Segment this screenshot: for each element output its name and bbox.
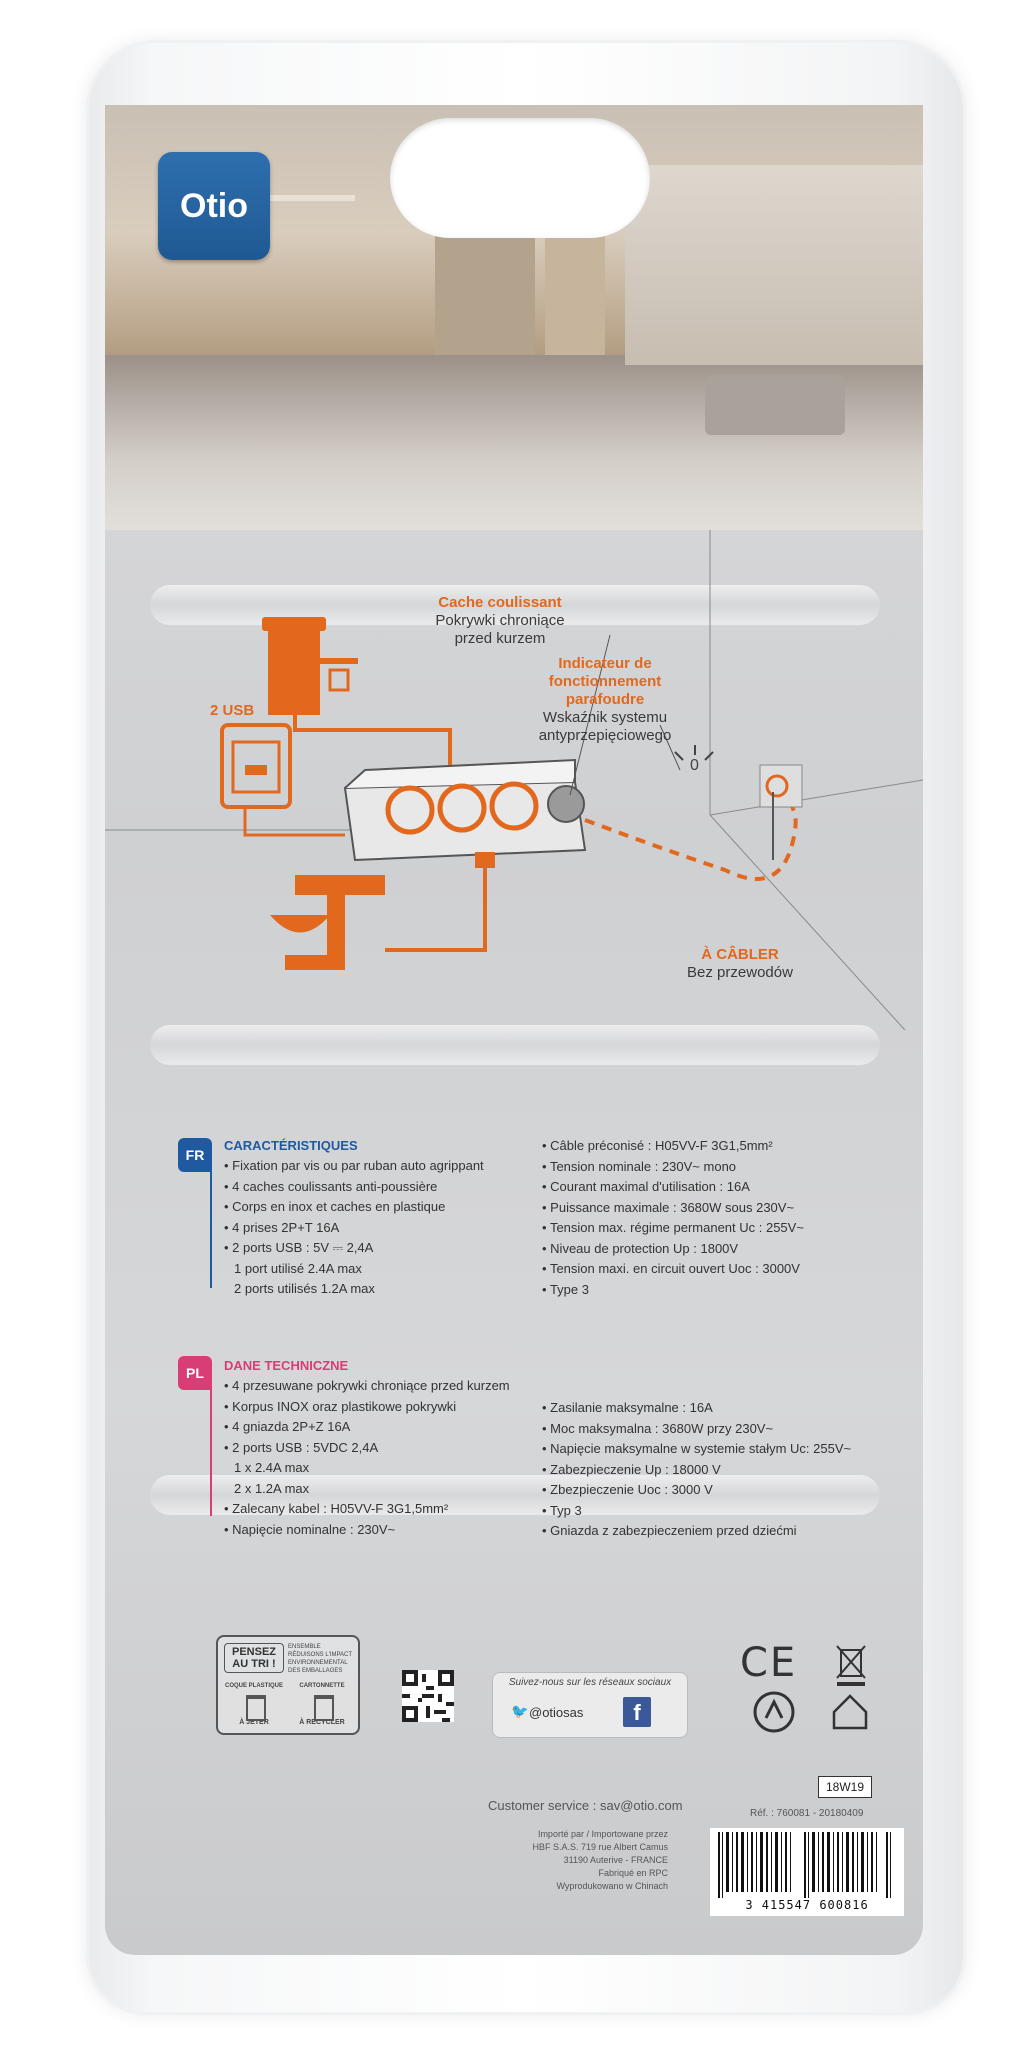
tablet-icon xyxy=(222,725,345,835)
slider-cover-subtitle: Pokrywki chroniące xyxy=(435,612,565,629)
fr-spec-list-left xyxy=(224,1156,484,1300)
list-item: • Tension nominale : 230V~ mono xyxy=(542,1157,804,1178)
wall-socket-icon xyxy=(760,765,802,860)
batch-code: 18W19 xyxy=(818,1776,872,1798)
list-item: • Napięcie nominalne : 230V~ xyxy=(224,1520,510,1541)
recycling-title xyxy=(224,1643,284,1673)
importer-info xyxy=(480,1828,668,1893)
list-item: • Zabezpieczenie Up : 18000 V xyxy=(542,1460,851,1481)
facebook-icon[interactable]: f xyxy=(623,1697,651,1727)
list-item: • Zasilanie maksymalne : 16A xyxy=(542,1398,851,1419)
indicator-light-icon xyxy=(675,745,713,774)
list-item: • Typ 3 xyxy=(542,1501,851,1522)
list-item: • Puissance maximale : 3680W sous 230V~ xyxy=(542,1198,804,1219)
fr-divider xyxy=(210,1158,212,1288)
list-item: • Moc maksymalna : 3680W przy 230V~ xyxy=(542,1419,851,1440)
barcode-bars xyxy=(710,1828,904,1898)
cardboard-action: À RECYCLER xyxy=(299,1719,345,1726)
qr-code xyxy=(402,1670,454,1722)
indicator-title: Indicateur de xyxy=(558,655,652,672)
fr-badge xyxy=(178,1138,212,1172)
wiring-label xyxy=(665,946,815,982)
pl-badge-text: PL xyxy=(186,1365,204,1381)
pl-divider xyxy=(210,1376,212,1516)
social-media-box xyxy=(492,1672,688,1738)
importer-line: Importé par / Importowane przez xyxy=(537,1829,668,1839)
list-item: • 4 caches coulissants anti-poussière xyxy=(224,1177,484,1198)
barcode xyxy=(710,1828,904,1916)
importer-line: Wyprodukowano w Chinach xyxy=(556,1881,668,1891)
pl-spec-list-left xyxy=(224,1376,510,1540)
list-item: 2 x 1.2A max xyxy=(234,1480,310,1496)
customer-service: Customer service : sav@otio.com xyxy=(488,1798,683,1813)
list-item: • Zalecany kabel : H05VV-F 3G1,5mm² xyxy=(224,1499,510,1520)
list-item: • Câble préconisé : H05VV-F 3G1,5mm² xyxy=(542,1136,804,1157)
ce-mark: CE xyxy=(740,1640,798,1686)
twitter-handle[interactable]: @otiosas xyxy=(529,1705,584,1720)
fr-badge-text: FR xyxy=(185,1147,205,1163)
indoor-use-icon xyxy=(830,1692,870,1732)
list-item: • Tension maxi. en circuit ouvert Uoc : 3000V xyxy=(542,1259,804,1280)
list-item: 1 port utilisé 2.4A max xyxy=(234,1260,362,1276)
otio-logo xyxy=(158,152,270,260)
indicator-subtitle: antyprzepięciowego xyxy=(538,727,672,744)
trash-bin-icon xyxy=(246,1695,266,1721)
list-item: • 2 ports USB : 5V ⎓ 2,4A xyxy=(224,1238,484,1259)
list-item: • Tension max. régime permanent Uc : 255V~ xyxy=(542,1218,804,1239)
weee-bin-icon xyxy=(833,1642,869,1688)
logo-text: Otio xyxy=(180,186,248,225)
list-item: • Fixation par vis ou par ruban auto agrippant xyxy=(224,1156,484,1177)
reference-number: Réf. : 760081 - 20180409 xyxy=(750,1808,864,1819)
pl-badge xyxy=(178,1356,212,1390)
indicator-title: parafoudre xyxy=(565,691,645,708)
pl-section-title: DANE TECHNICZNE xyxy=(224,1358,349,1373)
recycling-ensemble-text: ENSEMBLE RÉDUISONS L'IMPACT ENVIRONNEMENTAL DES EMBALLAGES xyxy=(288,1644,352,1674)
wiring-title: À CÂBLER xyxy=(701,946,779,963)
barcode-number: 3 415547 600816 xyxy=(745,1898,869,1912)
list-item: • Type 3 xyxy=(542,1280,804,1301)
recycling-title-line: PENSEZ xyxy=(231,1646,276,1658)
list-item: 1 x 2.4A max xyxy=(234,1460,310,1475)
importer-line: 31190 Auterive - FRANCE xyxy=(563,1855,668,1865)
importer-line: Fabriqué en RPC xyxy=(598,1868,668,1878)
hang-hole xyxy=(390,118,650,238)
list-item: • 4 gniazda 2P+Z 16A xyxy=(224,1417,510,1438)
svg-text:0: 0 xyxy=(690,757,699,774)
list-item: • Napięcie maksymalne w systemie stałym Uc: 255V~ xyxy=(542,1439,851,1460)
list-item: • 2 ports USB : 5VDC 2,4A xyxy=(224,1438,510,1459)
wiring-subtitle: Bez przewodów xyxy=(687,964,793,981)
blister-ridge xyxy=(150,1025,880,1065)
list-item: • Niveau de protection Up : 1800V xyxy=(542,1239,804,1260)
recycling-title-line: AU TRI ! xyxy=(232,1658,276,1670)
usb-label-text: 2 USB xyxy=(210,702,255,719)
fr-spec-list-right xyxy=(542,1136,804,1300)
usb-label xyxy=(210,702,270,720)
pl-spec-list-right xyxy=(542,1398,851,1542)
slider-cover-label xyxy=(410,594,590,648)
recycling-box xyxy=(216,1635,360,1735)
plastic-shell-action: À JETER xyxy=(239,1719,269,1726)
slider-cover-title: Cache coulissant xyxy=(438,594,562,611)
twitter-icon[interactable]: 🐦 xyxy=(511,1703,529,1719)
social-title: Suivez-nous sur les réseaux sociaux xyxy=(508,1677,672,1688)
list-item: • Zbezpieczenie Uoc : 3000 V xyxy=(542,1480,851,1501)
fr-section-title: CARACTÉRISTIQUES xyxy=(224,1138,358,1153)
list-item: • Courant maximal d'utilisation : 16A xyxy=(542,1177,804,1198)
list-item: • 4 przesuwane pokrywki chroniące przed kurzem xyxy=(224,1376,510,1397)
list-item: • 4 prises 2P+T 16A xyxy=(224,1218,484,1239)
stand-mixer-icon xyxy=(270,852,495,970)
list-item: • Korpus INOX oraz plastikowe pokrywki xyxy=(224,1397,510,1418)
indicator-label xyxy=(510,655,700,745)
indicator-subtitle: Wskaźnik systemu xyxy=(542,709,668,726)
list-item: • Gniazda z zabezpieczeniem przed dziećmi xyxy=(542,1521,851,1542)
plastic-shell-label: COQUE PLASTIQUE xyxy=(224,1683,283,1689)
importer-line: HBF S.A.S. 719 rue Albert Camus xyxy=(532,1842,668,1852)
list-item: • Corps en inox et caches en plastique xyxy=(224,1197,484,1218)
indicator-title: fonctionnement xyxy=(548,673,662,690)
power-strip-icon xyxy=(345,760,585,860)
recycle-bin-icon xyxy=(314,1695,334,1721)
cardboard-label: CARTONNETTE xyxy=(299,1683,345,1689)
triman-icon xyxy=(752,1690,796,1734)
list-item: 2 ports utilisés 1.2A max xyxy=(234,1281,375,1296)
slider-cover-subtitle: przed kurzem xyxy=(454,630,546,647)
